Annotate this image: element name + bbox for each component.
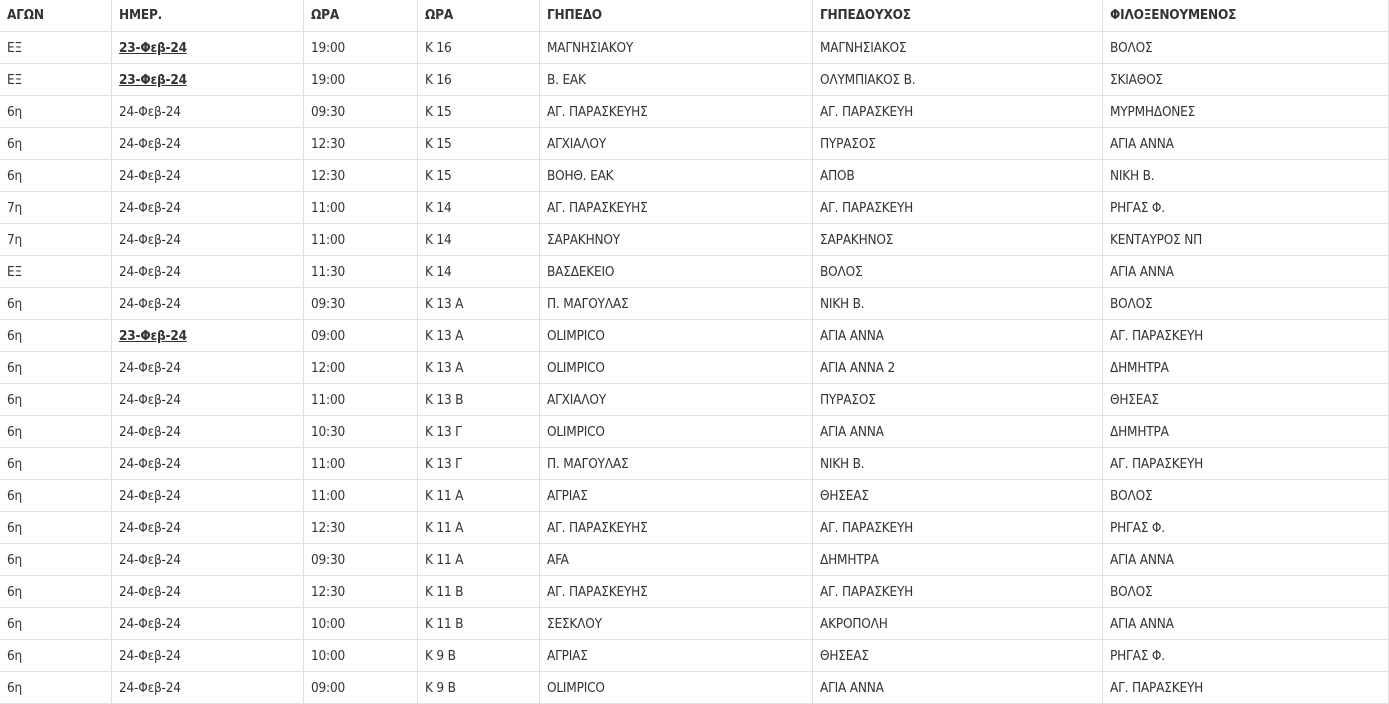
cell-away-team: ΔΗΜΗΤΡΑ xyxy=(1103,352,1389,384)
cell-venue: OLIMPICO xyxy=(540,416,813,448)
cell-time: 12:30 xyxy=(304,576,418,608)
table-row xyxy=(0,576,1389,608)
cell-away-team: ΣΚΙΑΘΟΣ xyxy=(1103,64,1389,96)
header-time: ΩΡΑ xyxy=(304,0,418,32)
cell-venue: ΒΑΣΔΕΚΕΙΟ xyxy=(540,256,813,288)
header-agon: ΑΓΩΝ xyxy=(0,0,112,32)
header-home-team: ΓΗΠΕΔΟΥΧΟΣ xyxy=(813,0,1103,32)
cell-category: Κ 14 xyxy=(418,192,540,224)
cell-time: 09:00 xyxy=(304,320,418,352)
header-row xyxy=(0,0,1389,32)
cell-agon: ΕΞ xyxy=(0,256,112,288)
cell-venue: ΜΑΓΝΗΣΙΑΚΟΥ xyxy=(540,32,813,64)
cell-agon: 6η xyxy=(0,480,112,512)
date-link[interactable]: 23-Φεβ-24 xyxy=(112,32,304,64)
table-header xyxy=(0,0,1389,32)
cell-agon: 6η xyxy=(0,416,112,448)
cell-home-team: ΑΠΟΒ xyxy=(813,160,1103,192)
table-body xyxy=(0,32,1389,704)
cell-category: Κ 13 Α xyxy=(418,320,540,352)
cell-home-team: ΟΛΥΜΠΙΑΚΟΣ Β. xyxy=(813,64,1103,96)
cell-category: Κ 11 Α xyxy=(418,544,540,576)
cell-away-team: ΑΓΙΑ ΑΝΝΑ xyxy=(1103,544,1389,576)
cell-home-team: ΑΓΙΑ ΑΝΝΑ 2 xyxy=(813,352,1103,384)
cell-venue: ΣΑΡΑΚΗΝΟΥ xyxy=(540,224,813,256)
cell-date: 24-Φεβ-24 xyxy=(112,608,304,640)
table-row xyxy=(0,640,1389,672)
cell-venue: OLIMPICO xyxy=(540,352,813,384)
cell-away-team: ΑΓ. ΠΑΡΑΣΚΕΥΗ xyxy=(1103,320,1389,352)
cell-date: 24-Φεβ-24 xyxy=(112,288,304,320)
cell-date: 24-Φεβ-24 xyxy=(112,192,304,224)
table-row xyxy=(0,672,1389,704)
date-link[interactable]: 23-Φεβ-24 xyxy=(112,320,304,352)
cell-time: 09:00 xyxy=(304,672,418,704)
cell-time: 12:00 xyxy=(304,352,418,384)
cell-venue: ΑΓΡΙΑΣ xyxy=(540,640,813,672)
cell-time: 19:00 xyxy=(304,64,418,96)
cell-time: 09:30 xyxy=(304,288,418,320)
cell-date: 24-Φεβ-24 xyxy=(112,480,304,512)
cell-date: 24-Φεβ-24 xyxy=(112,576,304,608)
cell-agon: 6η xyxy=(0,352,112,384)
cell-home-team: ΑΓΙΑ ΑΝΝΑ xyxy=(813,672,1103,704)
cell-away-team: ΒΟΛΟΣ xyxy=(1103,480,1389,512)
cell-away-team: ΑΓ. ΠΑΡΑΣΚΕΥΗ xyxy=(1103,672,1389,704)
cell-category: Κ 11 Α xyxy=(418,480,540,512)
cell-away-team: ΝΙΚΗ Β. xyxy=(1103,160,1389,192)
cell-home-team: ΑΓΙΑ ΑΝΝΑ xyxy=(813,320,1103,352)
cell-category: Κ 14 xyxy=(418,224,540,256)
cell-away-team: ΡΗΓΑΣ Φ. xyxy=(1103,640,1389,672)
cell-date: 24-Φεβ-24 xyxy=(112,512,304,544)
cell-agon: 6η xyxy=(0,608,112,640)
cell-time: 11:00 xyxy=(304,384,418,416)
cell-time: 11:00 xyxy=(304,448,418,480)
cell-home-team: ΑΓ. ΠΑΡΑΣΚΕΥΗ xyxy=(813,512,1103,544)
cell-venue: Π. ΜΑΓΟΥΛΑΣ xyxy=(540,288,813,320)
cell-venue: Π. ΜΑΓΟΥΛΑΣ xyxy=(540,448,813,480)
cell-agon: 6η xyxy=(0,672,112,704)
cell-time: 09:30 xyxy=(304,96,418,128)
table-row xyxy=(0,288,1389,320)
cell-time: 11:00 xyxy=(304,480,418,512)
cell-date: 24-Φεβ-24 xyxy=(112,224,304,256)
cell-home-team: ΑΓ. ΠΑΡΑΣΚΕΥΗ xyxy=(813,192,1103,224)
header-category: ΩΡΑ xyxy=(418,0,540,32)
header-venue: ΓΗΠΕΔΟ xyxy=(540,0,813,32)
cell-time: 10:00 xyxy=(304,608,418,640)
cell-category: Κ 16 xyxy=(418,64,540,96)
cell-agon: 6η xyxy=(0,96,112,128)
cell-time: 10:30 xyxy=(304,416,418,448)
cell-agon: 6η xyxy=(0,288,112,320)
cell-away-team: ΔΗΜΗΤΡΑ xyxy=(1103,416,1389,448)
date-link[interactable]: 23-Φεβ-24 xyxy=(112,64,304,96)
cell-home-team: ΑΚΡΟΠΟΛΗ xyxy=(813,608,1103,640)
cell-date: 24-Φεβ-24 xyxy=(112,384,304,416)
cell-category: Κ 13 Β xyxy=(418,384,540,416)
cell-date: 24-Φεβ-24 xyxy=(112,160,304,192)
cell-date: 24-Φεβ-24 xyxy=(112,416,304,448)
cell-venue: ΒΟΗΘ. ΕΑΚ xyxy=(540,160,813,192)
cell-time: 11:00 xyxy=(304,224,418,256)
cell-away-team: ΜΥΡΜΗΔΟΝΕΣ xyxy=(1103,96,1389,128)
cell-agon: 6η xyxy=(0,640,112,672)
cell-away-team: ΘΗΣΕΑΣ xyxy=(1103,384,1389,416)
cell-category: Κ 14 xyxy=(418,256,540,288)
cell-away-team: ΒΟΛΟΣ xyxy=(1103,288,1389,320)
cell-agon: 6η xyxy=(0,160,112,192)
cell-venue: ΑΓ. ΠΑΡΑΣΚΕΥΗΣ xyxy=(540,576,813,608)
cell-time: 12:30 xyxy=(304,160,418,192)
cell-category: Κ 15 xyxy=(418,160,540,192)
cell-home-team: ΑΓΙΑ ΑΝΝΑ xyxy=(813,416,1103,448)
table-row xyxy=(0,608,1389,640)
table-row xyxy=(0,320,1389,352)
cell-category: Κ 11 Β xyxy=(418,576,540,608)
cell-venue: ΑΓΧΙΑΛΟΥ xyxy=(540,384,813,416)
cell-away-team: ΑΓΙΑ ΑΝΝΑ xyxy=(1103,128,1389,160)
cell-category: Κ 15 xyxy=(418,96,540,128)
table-row xyxy=(0,32,1389,64)
cell-agon: ΕΞ xyxy=(0,64,112,96)
cell-away-team: ΑΓΙΑ ΑΝΝΑ xyxy=(1103,256,1389,288)
cell-agon: 6η xyxy=(0,576,112,608)
cell-time: 11:00 xyxy=(304,192,418,224)
cell-time: 10:00 xyxy=(304,640,418,672)
cell-category: Κ 11 Β xyxy=(418,608,540,640)
cell-agon: 6η xyxy=(0,384,112,416)
cell-away-team: ΡΗΓΑΣ Φ. xyxy=(1103,192,1389,224)
cell-date: 24-Φεβ-24 xyxy=(112,256,304,288)
cell-date: 24-Φεβ-24 xyxy=(112,96,304,128)
table-row xyxy=(0,512,1389,544)
cell-agon: 6η xyxy=(0,320,112,352)
cell-away-team: ΒΟΛΟΣ xyxy=(1103,32,1389,64)
cell-home-team: ΠΥΡΑΣΟΣ xyxy=(813,128,1103,160)
cell-date: 24-Φεβ-24 xyxy=(112,352,304,384)
cell-category: Κ 9 Β xyxy=(418,640,540,672)
cell-category: Κ 13 Γ xyxy=(418,416,540,448)
cell-venue: ΑΓ. ΠΑΡΑΣΚΕΥΗΣ xyxy=(540,96,813,128)
cell-date: 24-Φεβ-24 xyxy=(112,448,304,480)
table-row xyxy=(0,224,1389,256)
cell-home-team: ΑΓ. ΠΑΡΑΣΚΕΥΗ xyxy=(813,96,1103,128)
table-row xyxy=(0,544,1389,576)
table-row xyxy=(0,96,1389,128)
table-row xyxy=(0,384,1389,416)
cell-home-team: ΜΑΓΝΗΣΙΑΚΟΣ xyxy=(813,32,1103,64)
cell-time: 09:30 xyxy=(304,544,418,576)
cell-category: Κ 16 xyxy=(418,32,540,64)
header-date: ΗΜΕΡ. xyxy=(112,0,304,32)
cell-date: 24-Φεβ-24 xyxy=(112,128,304,160)
cell-home-team: ΘΗΣΕΑΣ xyxy=(813,480,1103,512)
cell-category: Κ 11 Α xyxy=(418,512,540,544)
cell-home-team: ΣΑΡΑΚΗΝΟΣ xyxy=(813,224,1103,256)
cell-away-team: ΒΟΛΟΣ xyxy=(1103,576,1389,608)
header-away-team: ΦΙΛΟΞΕΝΟΥΜΕΝΟΣ xyxy=(1103,0,1389,32)
cell-venue: ΑΓΧΙΑΛΟΥ xyxy=(540,128,813,160)
cell-venue: OLIMPICO xyxy=(540,320,813,352)
cell-date: 24-Φεβ-24 xyxy=(112,672,304,704)
cell-venue: ΑΓ. ΠΑΡΑΣΚΕΥΗΣ xyxy=(540,192,813,224)
cell-home-team: ΠΥΡΑΣΟΣ xyxy=(813,384,1103,416)
cell-agon: 7η xyxy=(0,224,112,256)
cell-home-team: ΑΓ. ΠΑΡΑΣΚΕΥΗ xyxy=(813,576,1103,608)
cell-away-team: ΑΓΙΑ ΑΝΝΑ xyxy=(1103,608,1389,640)
cell-category: Κ 13 Α xyxy=(418,288,540,320)
cell-venue: Β. ΕΑΚ xyxy=(540,64,813,96)
cell-agon: 6η xyxy=(0,448,112,480)
table-row xyxy=(0,128,1389,160)
cell-home-team: ΘΗΣΕΑΣ xyxy=(813,640,1103,672)
cell-category: Κ 13 Α xyxy=(418,352,540,384)
table-row xyxy=(0,160,1389,192)
table-row xyxy=(0,64,1389,96)
table-row xyxy=(0,480,1389,512)
table-row xyxy=(0,192,1389,224)
cell-home-team: ΝΙΚΗ Β. xyxy=(813,448,1103,480)
cell-away-team: ΡΗΓΑΣ Φ. xyxy=(1103,512,1389,544)
cell-home-team: ΝΙΚΗ Β. xyxy=(813,288,1103,320)
cell-category: Κ 15 xyxy=(418,128,540,160)
cell-time: 12:30 xyxy=(304,128,418,160)
cell-category: Κ 9 Β xyxy=(418,672,540,704)
cell-venue: OLIMPICO xyxy=(540,672,813,704)
cell-venue: ΑΓ. ΠΑΡΑΣΚΕΥΗΣ xyxy=(540,512,813,544)
cell-time: 11:30 xyxy=(304,256,418,288)
cell-agon: ΕΞ xyxy=(0,32,112,64)
table-row xyxy=(0,352,1389,384)
cell-agon: 7η xyxy=(0,192,112,224)
cell-venue: ΑΓΡΙΑΣ xyxy=(540,480,813,512)
cell-venue: ΣΕΣΚΛΟΥ xyxy=(540,608,813,640)
table-row xyxy=(0,416,1389,448)
table-row xyxy=(0,256,1389,288)
cell-agon: 6η xyxy=(0,512,112,544)
cell-venue: AFA xyxy=(540,544,813,576)
cell-date: 24-Φεβ-24 xyxy=(112,544,304,576)
cell-home-team: ΔΗΜΗΤΡΑ xyxy=(813,544,1103,576)
table-row xyxy=(0,448,1389,480)
cell-date: 24-Φεβ-24 xyxy=(112,640,304,672)
cell-away-team: ΚΕΝΤΑΥΡΟΣ ΝΠ xyxy=(1103,224,1389,256)
cell-agon: 6η xyxy=(0,544,112,576)
cell-away-team: ΑΓ. ΠΑΡΑΣΚΕΥΗ xyxy=(1103,448,1389,480)
cell-agon: 6η xyxy=(0,128,112,160)
cell-time: 12:30 xyxy=(304,512,418,544)
cell-category: Κ 13 Γ xyxy=(418,448,540,480)
cell-time: 19:00 xyxy=(304,32,418,64)
cell-home-team: ΒΟΛΟΣ xyxy=(813,256,1103,288)
